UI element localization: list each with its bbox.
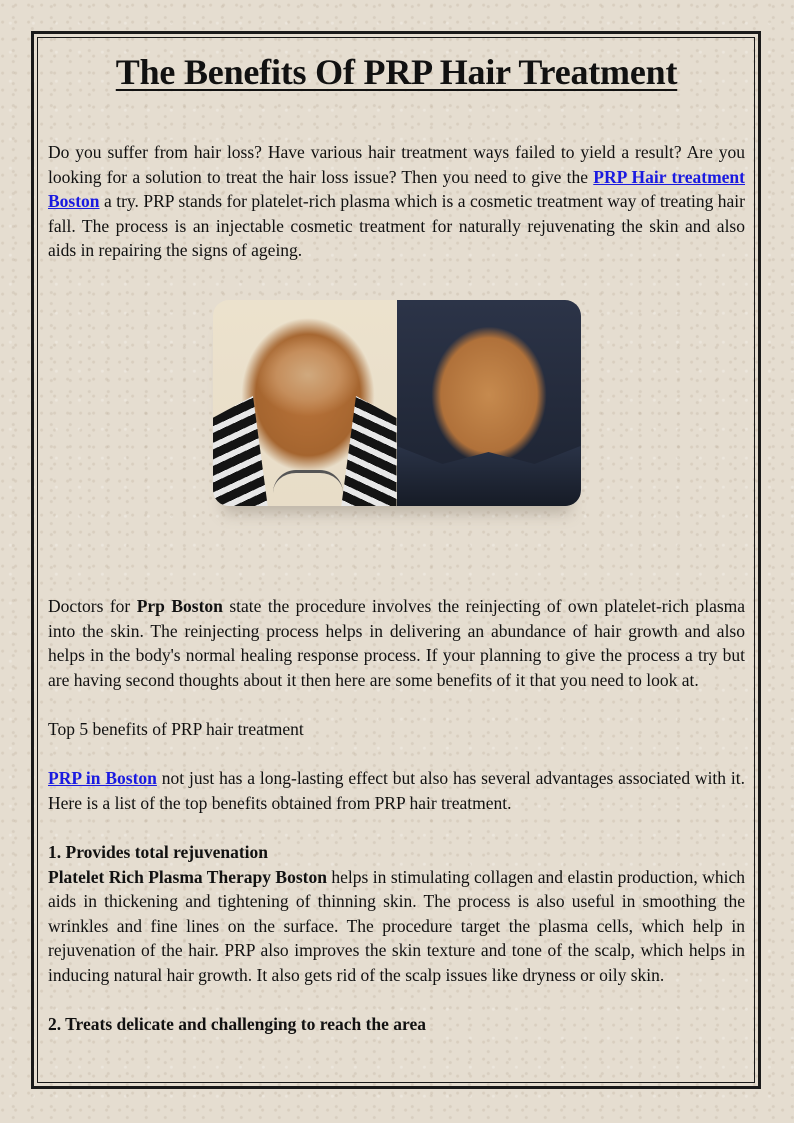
advantages-text: not just has a long-lasting effect but also has several advantages associated with it. Here is a list of the top benefits obtained from PRP hair treatment. xyxy=(48,768,745,813)
benefit-1-text: helps in stimulating collagen and elastin production, which aids in thickening and tightening of thinning skin. The process is also useful in smoothing the wrinkles and fine lines on the surface. The procedure target the plasma cells, which help in rejuvenation of the hair. PRP also improves the skin texture and tone of the scalp, which helps in inducing natural hair growth. It also gets rid of the scalp issues like dryness or oily skin. xyxy=(48,866,745,985)
doctors-text-1: Doctors for xyxy=(48,595,137,616)
prp-hair-treatment-boston-link[interactable]: PRP Hair treatment Boston xyxy=(48,166,745,212)
before-photo xyxy=(213,300,397,506)
jacket-collar xyxy=(397,446,581,506)
advantages-paragraph xyxy=(48,766,745,815)
before-after-photo xyxy=(213,300,581,506)
benefit-1-heading: 1. Provides total rejuvenation xyxy=(48,841,269,862)
benefit-2-heading: 2. Treats delicate and challenging to reach the area xyxy=(48,1014,427,1035)
intro-text-2: a try. PRP stands for platelet-rich plasma which is a cosmetic treatment way of treating hair fall. The process is an injectable cosmetic treatment for naturally rejuvenating the skin and also aids in repairing the signs of ageing. xyxy=(48,191,745,261)
doctors-paragraph xyxy=(48,594,745,692)
page-title: The Benefits Of PRP Hair Treatment xyxy=(115,52,678,92)
doctors-text-2: state the procedure involves the reinjecting of own platelet-rich plasma into the skin. The reinjecting process helps in delivering an abundance of hair growth and also helps in the body's normal healing response process. If your planning to give the process a try but are having second thoughts about it then here are some benefits of it that you need to look at. xyxy=(48,595,746,690)
after-photo xyxy=(397,300,581,506)
benefit-1-paragraph xyxy=(48,865,745,988)
intro-paragraph xyxy=(48,140,745,263)
document-content xyxy=(48,44,745,1037)
top5-heading: Top 5 benefits of PRP hair treatment xyxy=(48,718,304,739)
prp-in-boston-link[interactable]: PRP in Boston xyxy=(48,768,157,789)
prp-boston-bold: Prp Boston xyxy=(136,595,223,616)
benefit-1-bold: Platelet Rich Plasma Therapy Boston xyxy=(48,866,327,887)
glasses-shape xyxy=(273,470,343,493)
intro-text-1: Do you suffer from hair loss? Have various hair treatment ways failed to yield a result? Are you looking for a solution to treat the hair loss issue? Then you need to give the xyxy=(48,142,745,187)
